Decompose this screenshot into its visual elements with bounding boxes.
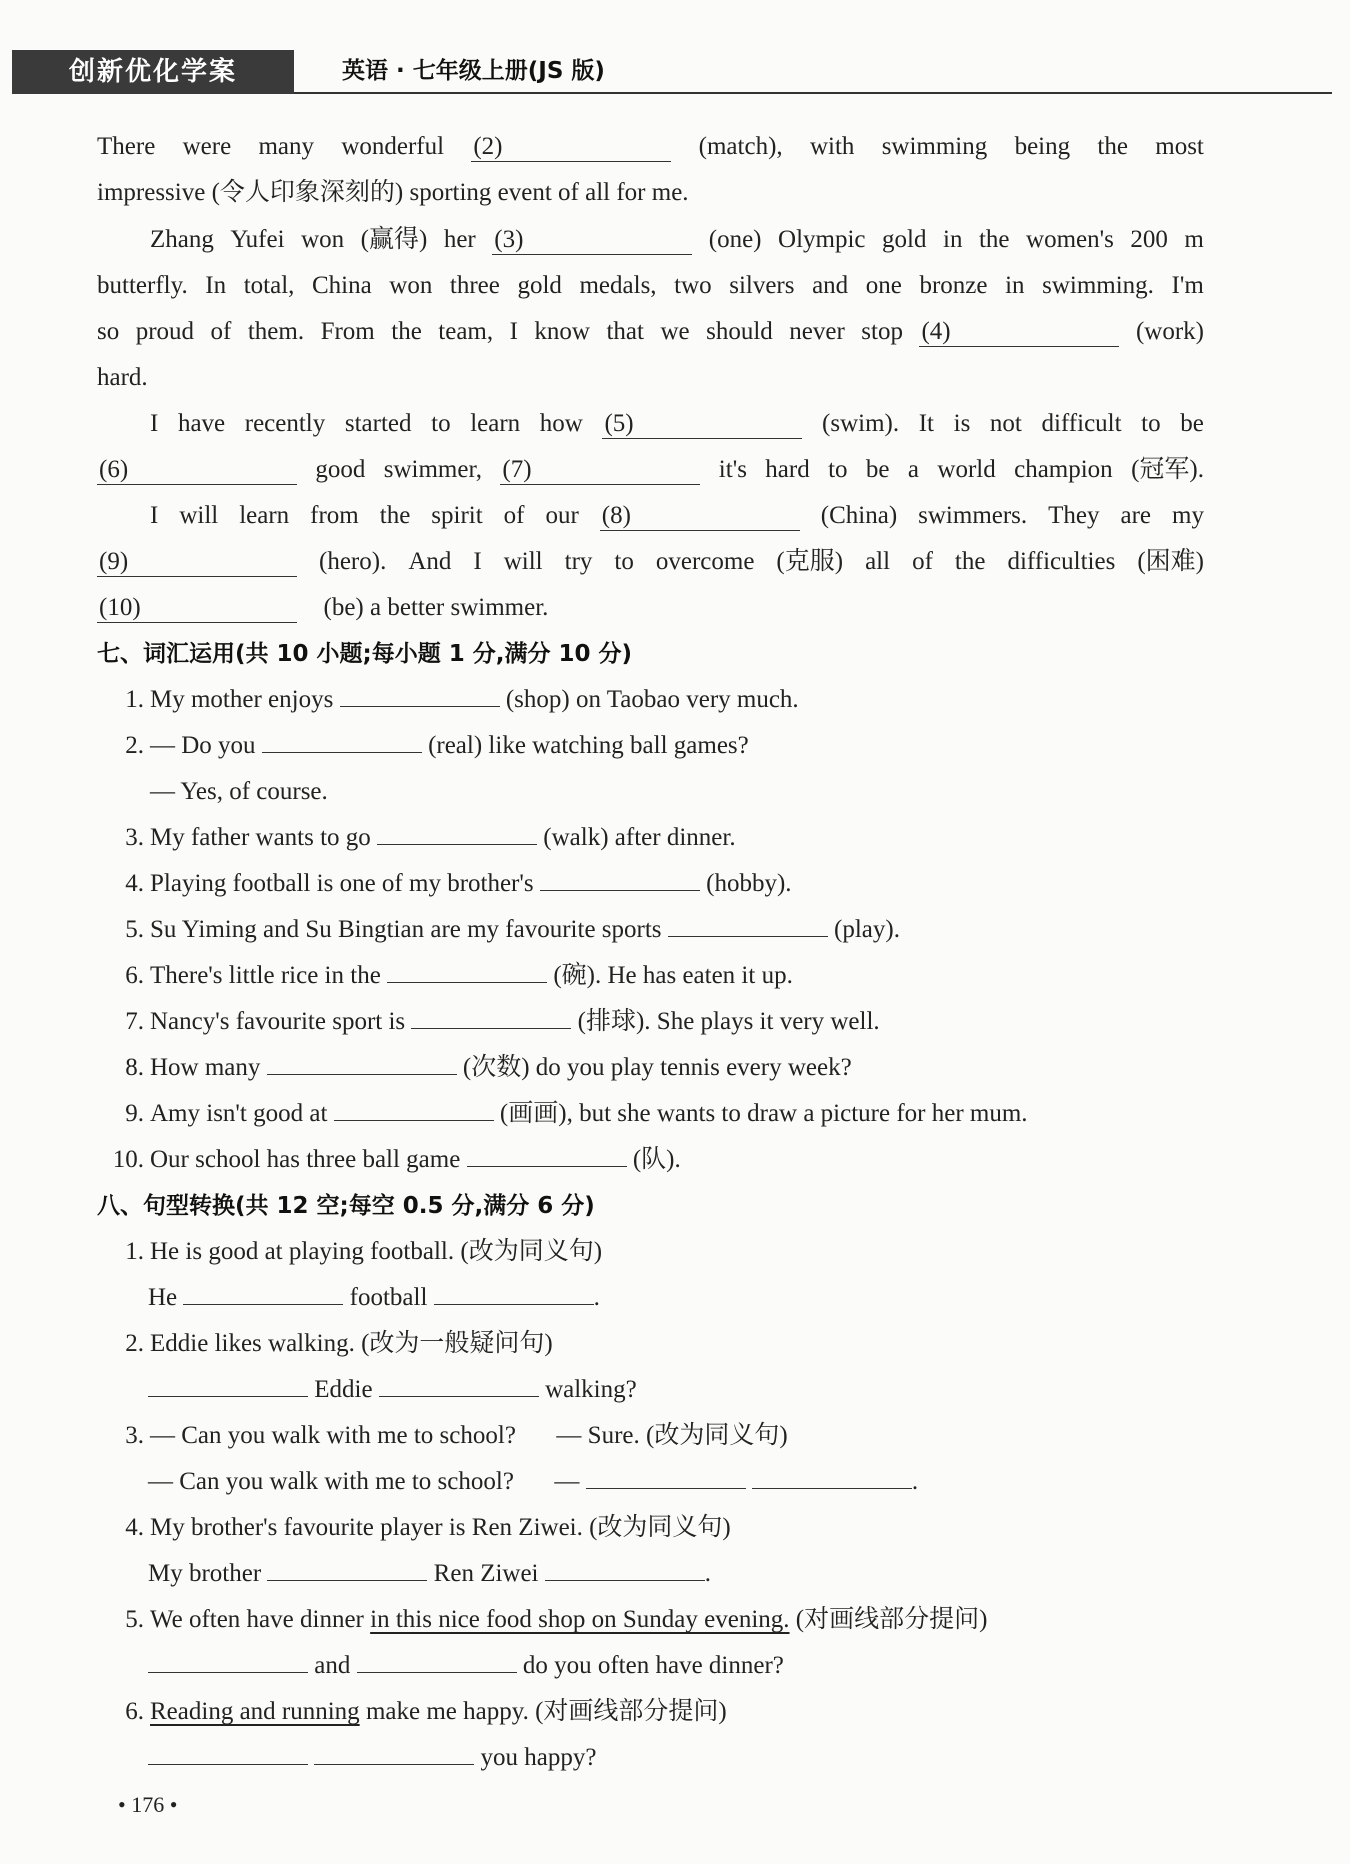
word: try bbox=[564, 548, 593, 575]
answer-blank[interactable] bbox=[668, 910, 828, 937]
vocab-item-8 bbox=[112, 1048, 852, 1088]
item-text: — Sure. (改为同义句) bbox=[556, 1422, 788, 1449]
word: in bbox=[1005, 272, 1025, 299]
item-number: 8. bbox=[125, 1054, 144, 1081]
item-number: 9. bbox=[125, 1100, 144, 1127]
word: And bbox=[408, 548, 452, 575]
word: were bbox=[182, 133, 232, 160]
answer-blank[interactable] bbox=[148, 1370, 308, 1397]
transform-q2-answer bbox=[148, 1370, 637, 1410]
item-number: 5. bbox=[125, 1606, 144, 1633]
item-number: 3. bbox=[125, 1422, 144, 1449]
passage-line-11 bbox=[97, 588, 1204, 628]
answer-blank[interactable] bbox=[752, 1462, 912, 1489]
word: (work) bbox=[1135, 318, 1204, 345]
transform-q6-answer bbox=[148, 1738, 596, 1778]
blank-label: (8) bbox=[601, 502, 631, 529]
answer-blank[interactable] bbox=[411, 1002, 571, 1029]
item-number: 7. bbox=[125, 1008, 144, 1035]
word: (赢得) bbox=[360, 226, 428, 253]
blank-6[interactable] bbox=[97, 455, 297, 485]
word: China bbox=[311, 272, 372, 299]
word: I bbox=[150, 502, 159, 529]
passage-line-4 bbox=[97, 266, 1204, 306]
word: swimming. bbox=[1042, 272, 1154, 299]
word: won bbox=[301, 226, 345, 253]
word: (困难) bbox=[1137, 548, 1204, 575]
underlined-text: Reading and running bbox=[150, 1698, 360, 1725]
answer-blank[interactable] bbox=[586, 1462, 746, 1489]
item-number: 1. bbox=[125, 686, 144, 713]
word: swimming bbox=[881, 133, 988, 160]
transform-q3-answer bbox=[148, 1462, 918, 1502]
word: started bbox=[344, 410, 412, 437]
word: of bbox=[210, 318, 232, 345]
vocab-item-9 bbox=[112, 1094, 1028, 1134]
passage-line-3 bbox=[150, 220, 1204, 260]
word: the bbox=[1097, 133, 1128, 160]
transform-q5 bbox=[112, 1600, 987, 1640]
answer-text: My brother bbox=[148, 1560, 262, 1587]
word: the bbox=[978, 226, 1010, 253]
word: the bbox=[391, 318, 422, 345]
blank-label: (4) bbox=[921, 318, 951, 345]
word: hard bbox=[765, 456, 810, 483]
word: are bbox=[1120, 502, 1152, 529]
word: won bbox=[389, 272, 433, 299]
word: it's bbox=[718, 456, 747, 483]
word: most bbox=[1155, 133, 1204, 160]
word: to bbox=[614, 548, 634, 575]
word: (hero). bbox=[319, 548, 387, 575]
passage-line-2: impressive (令人印象深刻的) sporting event of all for me. bbox=[97, 179, 689, 206]
word: will bbox=[179, 502, 219, 529]
item-number: 2. bbox=[125, 732, 144, 759]
word: world bbox=[937, 456, 996, 483]
transform-q3 bbox=[112, 1416, 788, 1456]
item-text: (real) like watching ball games? bbox=[428, 732, 749, 759]
word: (be) a better swimmer. bbox=[323, 594, 549, 621]
word: to bbox=[431, 410, 451, 437]
word: be bbox=[1180, 410, 1204, 437]
word: recently bbox=[244, 410, 326, 437]
word: (China) bbox=[820, 502, 898, 529]
word: bronze bbox=[919, 272, 988, 299]
vocab-item-3 bbox=[112, 818, 736, 858]
vocab-item-7 bbox=[112, 1002, 880, 1042]
word: we bbox=[660, 318, 690, 345]
word: gold bbox=[517, 272, 562, 299]
item-text: make me happy. (对画线部分提问) bbox=[365, 1698, 727, 1725]
page-header bbox=[12, 50, 1332, 96]
word: have bbox=[177, 410, 226, 437]
item-text: (shop) on Taobao very much. bbox=[505, 686, 799, 713]
blank-9[interactable] bbox=[97, 547, 297, 577]
word: the bbox=[954, 548, 986, 575]
item-text: (hobby). bbox=[706, 870, 792, 897]
word: is bbox=[953, 410, 971, 437]
underlined-text: in this nice food shop on Sunday evening. bbox=[370, 1606, 790, 1633]
item-text: (画画), but she wants to draw a picture for her mum. bbox=[499, 1100, 1028, 1127]
passage-line-8 bbox=[97, 450, 1204, 490]
word: many bbox=[258, 133, 315, 160]
answer-text: — bbox=[554, 1468, 580, 1495]
item-number: 5. bbox=[125, 916, 144, 943]
blank-4[interactable] bbox=[919, 317, 1119, 347]
word: to bbox=[828, 456, 848, 483]
word: her bbox=[443, 226, 476, 253]
word: from bbox=[310, 502, 359, 529]
word: of bbox=[503, 502, 525, 529]
item-text: Nancy's favourite sport is bbox=[150, 1008, 406, 1035]
item-number: 4. bbox=[125, 870, 144, 897]
item-number: 2. bbox=[125, 1330, 144, 1357]
word: They bbox=[1048, 502, 1100, 529]
item-text: My father wants to go bbox=[150, 824, 371, 851]
word: them. bbox=[247, 318, 305, 345]
word: will bbox=[503, 548, 543, 575]
word: gold bbox=[882, 226, 927, 253]
page-number: • 176 • bbox=[118, 1792, 178, 1817]
item-text: (对画线部分提问) bbox=[795, 1606, 988, 1633]
word: butterfly. bbox=[97, 272, 188, 299]
blank-label: (2) bbox=[473, 133, 503, 160]
transform-q2 bbox=[112, 1324, 553, 1364]
item-text: — Do you bbox=[150, 732, 256, 759]
item-text: — Yes, of course. bbox=[150, 778, 328, 805]
word: spirit bbox=[431, 502, 483, 529]
item-text: (碗). He has eaten it up. bbox=[553, 962, 793, 989]
answer-blank[interactable] bbox=[379, 1370, 539, 1397]
word: good bbox=[315, 456, 366, 483]
transform-q6 bbox=[112, 1692, 727, 1732]
answer-blank[interactable] bbox=[467, 1140, 627, 1167]
vocab-item-1 bbox=[112, 680, 799, 720]
word: I bbox=[473, 548, 482, 575]
word: total, bbox=[243, 272, 295, 299]
blank-2[interactable] bbox=[471, 132, 671, 162]
word: From bbox=[320, 318, 375, 345]
item-text: (walk) after dinner. bbox=[543, 824, 736, 851]
transform-q4 bbox=[112, 1508, 731, 1548]
vocab-item-6 bbox=[112, 956, 793, 996]
item-number: 1. bbox=[125, 1238, 144, 1265]
blank-5[interactable] bbox=[602, 409, 802, 439]
word: never bbox=[789, 318, 845, 345]
passage-line-7 bbox=[150, 404, 1204, 444]
header-rule bbox=[294, 92, 1332, 94]
answer-blank[interactable] bbox=[267, 1554, 427, 1581]
blank-label: (5) bbox=[604, 410, 634, 437]
word: all bbox=[865, 548, 891, 575]
word: I'm bbox=[1171, 272, 1204, 299]
answer-blank[interactable] bbox=[434, 1278, 594, 1305]
blank-label: (7) bbox=[502, 456, 532, 483]
vocab-item-5 bbox=[112, 910, 900, 950]
answer-text: . bbox=[593, 1284, 600, 1311]
answer-text: Ren Ziwei bbox=[433, 1560, 539, 1587]
passage-line-10 bbox=[97, 542, 1204, 582]
answer-blank[interactable] bbox=[183, 1278, 343, 1305]
word: Yufei bbox=[230, 226, 285, 253]
answer-text: Eddie bbox=[314, 1376, 373, 1403]
item-text: Our school has three ball game bbox=[150, 1146, 461, 1173]
word: wonderful bbox=[341, 133, 445, 160]
passage-line-1 bbox=[97, 127, 1204, 167]
item-text: My brother's favourite player is Ren Ziwei. (改为同义句) bbox=[150, 1514, 731, 1541]
answer-blank[interactable] bbox=[340, 680, 500, 707]
answer-text: . bbox=[704, 1560, 712, 1587]
blank-label: (10) bbox=[99, 594, 141, 621]
word: Olympic bbox=[778, 226, 866, 253]
blank-label: (6) bbox=[99, 456, 129, 483]
item-text: We often have dinner bbox=[150, 1606, 364, 1633]
vocab-item-2 bbox=[112, 726, 749, 766]
section-7-title: 七、词汇运用(共 10 小题;每小题 1 分,满分 10 分) bbox=[97, 641, 633, 667]
word: in bbox=[943, 226, 963, 253]
transform-q1-answer bbox=[148, 1278, 600, 1318]
answer-blank[interactable] bbox=[540, 864, 700, 891]
item-text: He is good at playing football. (改为同义句) bbox=[150, 1238, 603, 1265]
vocab-item-10 bbox=[112, 1140, 681, 1180]
item-text: (排球). She plays it very well. bbox=[577, 1008, 880, 1035]
word: (one) bbox=[708, 226, 762, 253]
word: swimmer, bbox=[383, 456, 483, 483]
vocab-item-4 bbox=[112, 864, 792, 904]
answer-blank[interactable] bbox=[148, 1646, 308, 1673]
passage-line-9 bbox=[150, 496, 1204, 536]
word: be bbox=[865, 456, 890, 483]
word: (swim). bbox=[822, 410, 900, 437]
answer-blank[interactable] bbox=[334, 1094, 494, 1121]
answer-text: football bbox=[349, 1284, 428, 1311]
blank-8[interactable] bbox=[600, 501, 800, 531]
word: one bbox=[865, 272, 902, 299]
item-text: (队). bbox=[632, 1146, 681, 1173]
item-text: — Can you walk with me to school? bbox=[150, 1422, 516, 1449]
word: (冠军). bbox=[1131, 456, 1204, 483]
word: proud bbox=[135, 318, 195, 345]
item-text: (play). bbox=[834, 916, 900, 943]
item-text: My mother enjoys bbox=[150, 686, 334, 713]
word: not bbox=[989, 410, 1022, 437]
answer-blank[interactable] bbox=[377, 818, 537, 845]
word: difficult bbox=[1041, 410, 1122, 437]
word: being bbox=[1014, 133, 1071, 160]
blank-label: (9) bbox=[99, 548, 129, 575]
section-8-title: 八、句型转换(共 12 空;每空 0.5 分,满分 6 分) bbox=[97, 1193, 595, 1219]
word: Zhang bbox=[150, 226, 214, 253]
answer-blank[interactable] bbox=[262, 726, 422, 753]
answer-text: — Can you walk with me to school? bbox=[148, 1468, 514, 1495]
answer-text: . bbox=[911, 1468, 919, 1495]
word: difficulties bbox=[1007, 548, 1116, 575]
word: It bbox=[918, 410, 935, 437]
word: team, bbox=[438, 318, 494, 345]
item-number: 6. bbox=[125, 1698, 144, 1725]
transform-q1 bbox=[112, 1232, 602, 1272]
word: should bbox=[706, 318, 773, 345]
item-text: Playing football is one of my brother's bbox=[150, 870, 534, 897]
word: so bbox=[97, 318, 120, 345]
word: There bbox=[97, 133, 156, 160]
word: and bbox=[812, 272, 849, 299]
vocab-item-2-reply bbox=[112, 772, 328, 812]
item-text: How many bbox=[150, 1054, 261, 1081]
word: three bbox=[449, 272, 500, 299]
answer-blank[interactable] bbox=[314, 1738, 474, 1765]
passage-line-6: hard. bbox=[97, 364, 148, 391]
word: a bbox=[907, 456, 920, 483]
word: I bbox=[509, 318, 518, 345]
word: with bbox=[809, 133, 855, 160]
answer-text: walking? bbox=[545, 1376, 637, 1403]
answer-blank[interactable] bbox=[387, 956, 547, 983]
word: learn bbox=[470, 410, 521, 437]
answer-blank[interactable] bbox=[357, 1646, 517, 1673]
item-text: Su Yiming and Su Bingtian are my favourite sports bbox=[150, 916, 662, 943]
word: 200 bbox=[1130, 226, 1168, 253]
item-number: 4. bbox=[125, 1514, 144, 1541]
item-text: (次数) do you play tennis every week? bbox=[462, 1054, 852, 1081]
word: (克服) bbox=[776, 548, 844, 575]
word: of bbox=[912, 548, 933, 575]
word: I bbox=[150, 410, 159, 437]
word: my bbox=[1172, 502, 1204, 529]
word: silvers bbox=[729, 272, 795, 299]
word: (match), bbox=[698, 133, 783, 160]
answer-text: do you often have dinner? bbox=[522, 1652, 784, 1679]
word: two bbox=[674, 272, 712, 299]
answer-blank[interactable] bbox=[545, 1554, 705, 1581]
word: our bbox=[545, 502, 579, 529]
blank-7[interactable] bbox=[500, 455, 700, 485]
word: stop bbox=[861, 318, 903, 345]
word: medals, bbox=[579, 272, 657, 299]
transform-q5-answer bbox=[148, 1646, 784, 1686]
blank-10[interactable] bbox=[97, 593, 297, 623]
word: that bbox=[606, 318, 644, 345]
word: overcome bbox=[655, 548, 755, 575]
word: champion bbox=[1014, 456, 1113, 483]
item-text: Eddie likes walking. (改为一般疑问句) bbox=[150, 1330, 553, 1357]
answer-text: and bbox=[314, 1652, 351, 1679]
word: women's bbox=[1026, 226, 1114, 253]
word: the bbox=[379, 502, 411, 529]
answer-blank[interactable] bbox=[148, 1738, 308, 1765]
brand-logo: 创新优化学案 bbox=[12, 50, 294, 94]
item-number: 6. bbox=[125, 962, 144, 989]
word: how bbox=[539, 410, 583, 437]
word: to bbox=[1141, 410, 1161, 437]
answer-blank[interactable] bbox=[267, 1048, 457, 1075]
item-number: 3. bbox=[125, 824, 144, 851]
answer-text: you happy? bbox=[480, 1744, 597, 1771]
word: learn bbox=[239, 502, 290, 529]
item-text: Amy isn't good at bbox=[150, 1100, 328, 1127]
transform-q4-answer bbox=[148, 1554, 711, 1594]
item-text: There's little rice in the bbox=[150, 962, 381, 989]
word: In bbox=[205, 272, 227, 299]
passage-line-5 bbox=[97, 312, 1204, 352]
word: know bbox=[534, 318, 590, 345]
blank-3[interactable] bbox=[492, 225, 692, 255]
answer-text: He bbox=[148, 1284, 178, 1311]
word: swimmers. bbox=[918, 502, 1028, 529]
item-number: 10. bbox=[112, 1146, 144, 1173]
header-title: 英语 · 七年级上册(JS 版) bbox=[342, 58, 605, 84]
word: m bbox=[1184, 226, 1204, 253]
blank-label: (3) bbox=[494, 226, 524, 253]
